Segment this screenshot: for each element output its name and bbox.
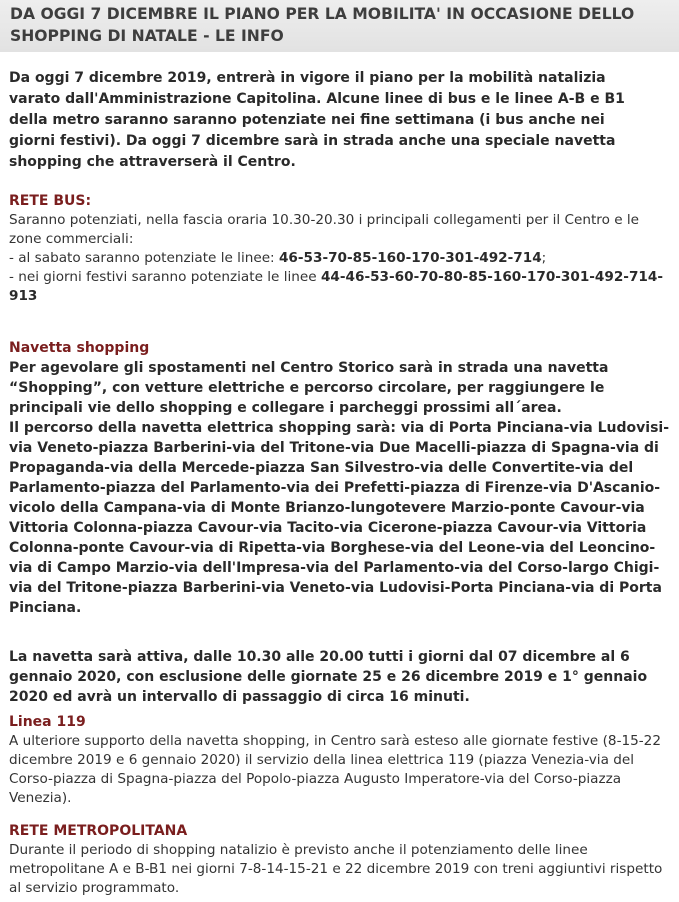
navetta-schedule: La navetta sarà attiva, dalle 10.30 alle 20.00 tutti i giorni dal 07 dicembre al 6 gennaio 2020, con esclusione delle giornate 25 e 26 dicembre 2019 e 1° gennaio 2020 ed avrà un intervallo di passaggio di circa 16 minuti. <box>9 649 648 705</box>
rete-bus-heading-text: RETE BUS <box>9 193 86 209</box>
rete-bus-saturday <box>9 249 669 268</box>
rete-metropolitana-text: Durante il periodo di shopping natalizio è previsto anche il potenziamento delle linee metropolitane A e B-B1 nei giorni 7-8-14-15-21 e 22 dicembre 2019 con treni aggiuntivi rispetto al servizio programmato. <box>9 842 663 896</box>
navetta-section <box>9 339 679 707</box>
saturday-suffix: ; <box>541 250 547 266</box>
linea-119-text: A ulteriore supporto della navetta shopping, in Centro sarà esteso alle giornate festive (8-15-22 dicembre 2019 e 6 gennaio 2020) il servizio della linea elettrica 119 (piazza Venezia-via del Corso-piazza di Spagna-piazza del Popolo-piazza Augusto Imperatore-via del Corso-piazza Venezia). <box>9 733 661 806</box>
rete-metropolitana-heading: RETE METROPOLITANA <box>9 823 188 839</box>
rete-metropolitana-section <box>9 822 679 898</box>
title-band <box>0 0 679 52</box>
article-body <box>0 68 679 898</box>
rete-bus-heading <box>9 192 679 211</box>
rete-bus-holidays <box>9 268 669 306</box>
navetta-heading: Navetta shopping <box>9 340 150 356</box>
holiday-lines: 44-46-53-60-70-80-85-160-170-301-492-714-913 <box>9 269 663 304</box>
linea-119-heading: Linea 119 <box>9 714 86 730</box>
saturday-lines: 46-53-70-85-160-170-301-492-714 <box>278 250 542 266</box>
saturday-prefix: - al sabato saranno potenziate le linee: <box>9 250 279 266</box>
rete-bus-section <box>9 192 679 306</box>
holiday-prefix: - nei giorni festivi saranno potenziate le linee <box>9 269 321 285</box>
lead-paragraph: Da oggi 7 dicembre 2019, entrerà in vigore il piano per la mobilità natalizia varato dall'Amministrazione Capitolina. Alcune linee di bus e le linee A-B e B1 della metro saranno saranno potenziate nei fine settimana (i bus anche nei giorni festivi). Da oggi 7 dicembre sarà in strada anche una speciale navetta shopping che attraverserà il Centro. <box>9 70 625 170</box>
navetta-route: Il percorso della navetta elettrica shopping sarà: via di Porta Pinciana-via Ludovisi-via Veneto-piazza Barberini-via del Tritone-via Due Macelli-piazza di Spagna-via di Propaganda-via della Mercede-piazza San Silvestro-via delle Convertite-via del Parlamento-piazza del Parlamento-via dei Prefetti-piazza di Firenze-via D'Ascanio-vicolo della Campana-via di Monte Brianzo-lungotevere Marzio-ponte Cavour-via Vittoria Colonna-piazza Cavour-via Tacito-via Cicerone-piazza Cavour-via Vittoria Colonna-ponte Cavour-via di Ripetta-via Borghese-via del Leone-via del Leoncino-via di Campo Marzio-via dell'Impresa-via del Parlamento-via del Corso-largo Chigi-via del Tritone-piazza Barberini-via Veneto-via Ludovisi-Porta Pinciana-via di Porta Pinciana. <box>9 420 670 616</box>
article-title: DA OGGI 7 DICEMBRE IL PIANO PER LA MOBILITA' IN OCCASIONE DELLO SHOPPING DI NATALE - LE INFO <box>10 5 635 45</box>
rete-bus-heading-colon: : <box>85 193 92 209</box>
navetta-intro: Per agevolare gli spostamenti nel Centro Storico sarà in strada una navetta “Shopping”, con vetture elettriche e percorso circolare, per raggiungere le principali vie dello shopping e collegare i parcheggi prossimi all´area. <box>9 360 609 416</box>
linea-119-section <box>9 713 679 808</box>
rete-bus-intro: Saranno potenziati, nella fascia oraria 10.30-20.30 i principali collegamenti per il Centro e le zone commerciali: <box>9 212 640 247</box>
